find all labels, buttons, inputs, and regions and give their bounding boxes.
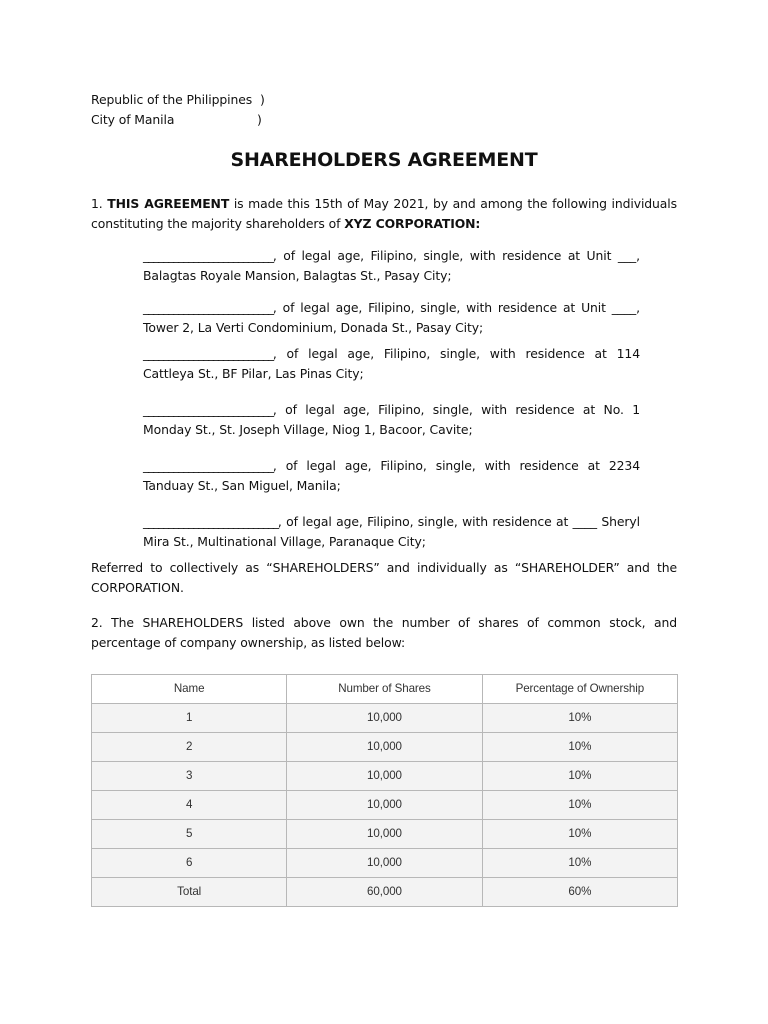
table-cell: 10,000 [287,849,482,878]
table-cell: 2 [92,733,287,762]
document-title: SHAREHOLDERS AGREEMENT [230,149,538,171]
table-cell: 6 [92,849,287,878]
venue-block [91,90,265,130]
table-cell: 10% [482,704,677,733]
name-blank: __________________________ [143,248,273,263]
section-1-number: 1. [91,196,103,211]
corporation-name: XYZ CORPORATION: [344,216,481,231]
venue-city: City of Manila [91,112,175,127]
column-header: Percentage of Ownership [482,675,677,704]
table-cell: 1 [92,704,287,733]
table-cell: 10,000 [287,820,482,849]
table-cell: Total [92,878,287,907]
table-row [92,762,678,791]
section-2-text: The SHAREHOLDERS listed above own the number of shares of common stock, and percentage of company ownership, as listed below: [91,615,677,650]
table-total-row [92,878,678,907]
table-row [92,849,678,878]
party-text: , of legal age, Filipino, single, with residence at 2234 Tanduay St., San Miguel, Manila; [143,458,640,493]
name-blank: ___________________________ [143,514,278,529]
table-cell: 4 [92,791,287,820]
party-entry [143,456,640,496]
table-cell: 10% [482,820,677,849]
table-cell: 3 [92,762,287,791]
party-text: , of legal age, Filipino, single, with residence at Unit ____, Tower 2, La Verti Condominium, Donada St., Pasay City; [143,300,640,335]
party-text: , of legal age, Filipino, single, with residence at No. 1 Monday St., St. Joseph Village, Niog 1, Bacoor, Cavite; [143,402,640,437]
table-cell: 5 [92,820,287,849]
venue-city-line [91,110,265,130]
party-text: , of legal age, Filipino, single, with residence at 114 Cattleya St., BF Pilar, Las Pinas City; [143,346,640,381]
party-text: , of legal age, Filipino, single, with residence at ____ Sheryl Mira St., Multinational Village, Paranaque City; [143,514,640,549]
table-cell: 10% [482,762,677,791]
venue-paren: ) [259,92,265,107]
section-2-paragraph [91,613,677,653]
table-row [92,704,678,733]
table-cell: 10% [482,733,677,762]
name-blank: __________________________ [143,346,273,361]
table-row [92,733,678,762]
venue-paren: ) [257,112,262,127]
table-cell: 10% [482,791,677,820]
table-cell: 60,000 [287,878,482,907]
party-entry [143,298,640,338]
party-entry [143,400,640,440]
name-blank: __________________________ [143,402,273,417]
party-entry [143,344,640,384]
table-cell: 10,000 [287,704,482,733]
table-row [92,791,678,820]
name-blank: __________________________ [143,458,273,473]
table-cell: 10,000 [287,762,482,791]
table-cell: 10,000 [287,733,482,762]
party-entry [143,246,640,286]
table-cell: 10,000 [287,791,482,820]
name-blank: __________________________ [143,300,273,315]
table-cell: 60% [482,878,677,907]
venue-country: Republic of the Philippines [91,92,253,107]
column-header: Number of Shares [287,675,482,704]
table-header-row [92,675,678,704]
shares-table [91,674,678,907]
party-text: , of legal age, Filipino, single, with residence at Unit ___, Balagtas Royale Mansion, Balagtas St., Pasay City; [143,248,640,283]
venue-country-line [91,90,265,110]
column-header: Name [92,675,287,704]
party-entry [143,512,640,552]
referred-paragraph: Referred to collectively as “SHAREHOLDERS” and individually as “SHAREHOLDER” and the CORPORATION. [91,560,677,595]
section-1-text: is made this 15th of May 2021, by and among the following individuals constituting the majority shareholders of [91,196,677,231]
section-2-number: 2. [91,615,103,630]
table-row [92,820,678,849]
table-cell: 10% [482,849,677,878]
section-1-paragraph [91,194,677,234]
agreement-lead: THIS AGREEMENT [107,196,230,211]
